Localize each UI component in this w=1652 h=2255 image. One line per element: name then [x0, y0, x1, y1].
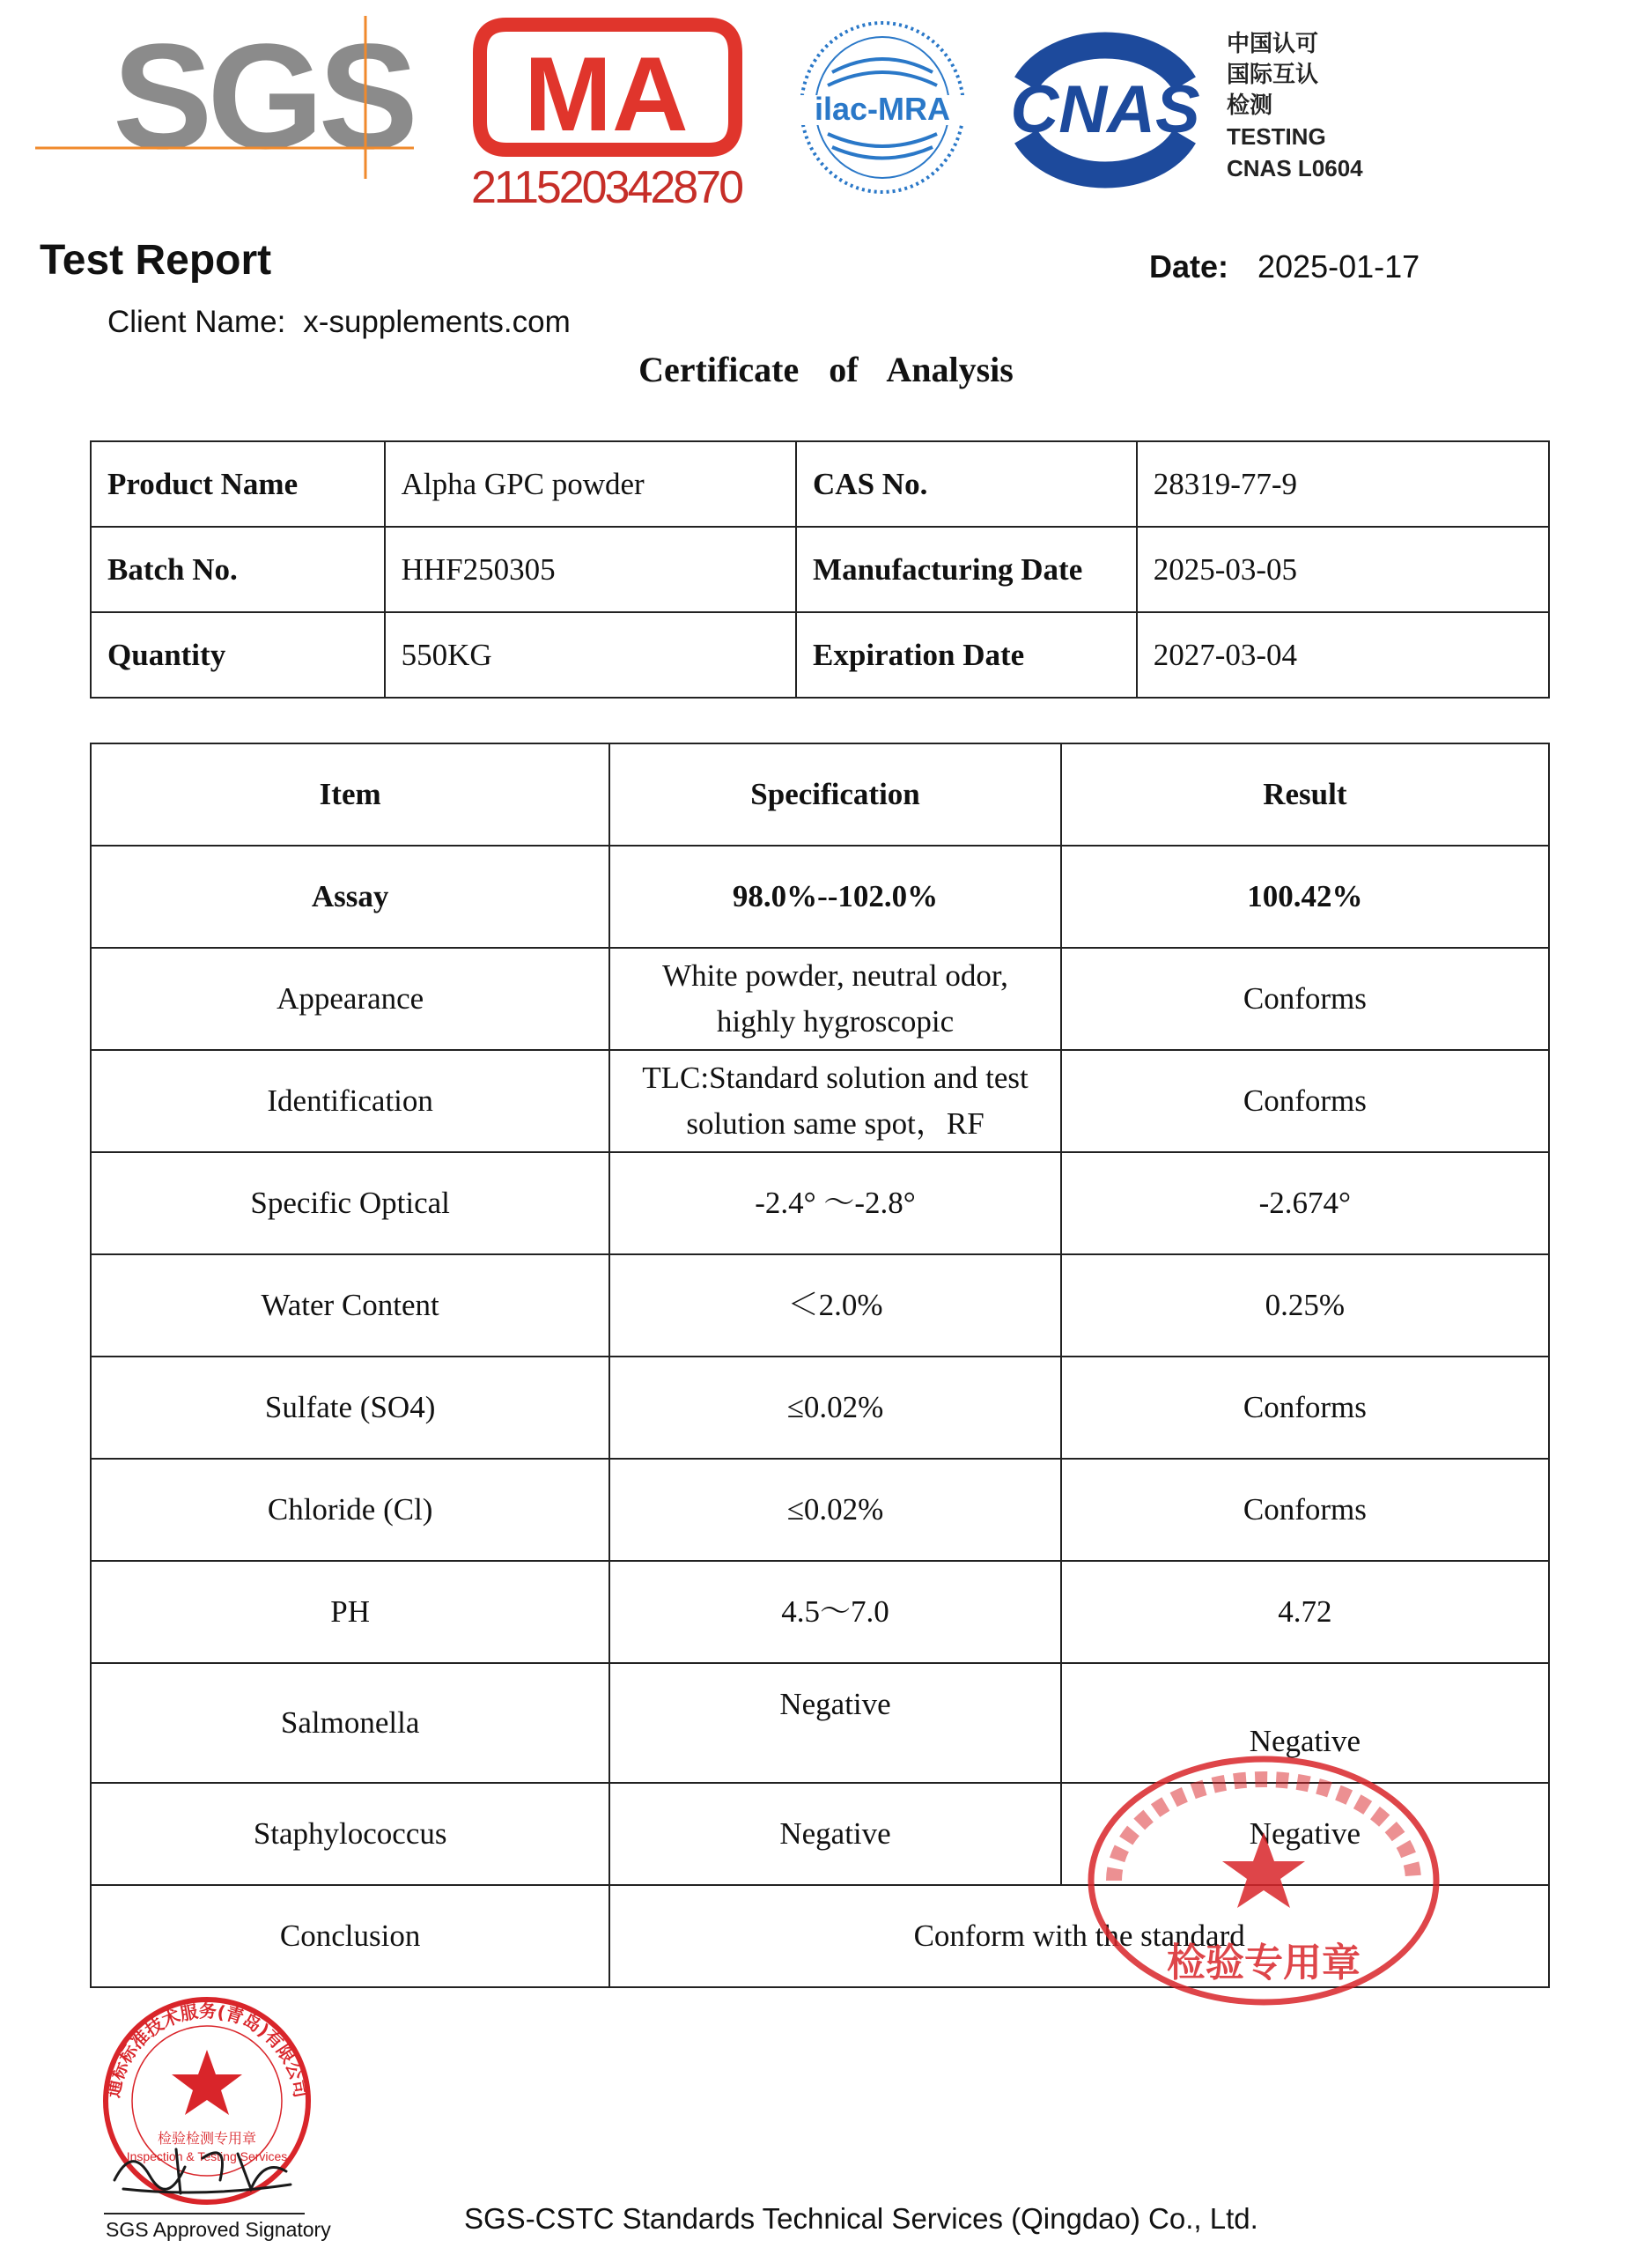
date-label: Date:: [1149, 248, 1229, 285]
spec-line: solution same spot，RF: [686, 1106, 985, 1141]
conclusion-label: Conclusion: [91, 1885, 609, 1987]
row-item: Identification: [91, 1050, 609, 1152]
info-row: [91, 441, 1549, 527]
info-label: CAS No.: [796, 441, 1137, 527]
cma-text: MA: [524, 35, 689, 153]
row-result: 0.25%: [1061, 1254, 1549, 1357]
row-item: Chloride (Cl): [91, 1459, 609, 1561]
spec-line: White powder, neutral odor,: [662, 958, 1008, 993]
cma-number: 211520342870: [471, 162, 744, 207]
info-label: Batch No.: [91, 527, 385, 612]
row-item: Appearance: [91, 948, 609, 1050]
row-item: Salmonella: [91, 1663, 609, 1783]
signatory-label: SGS Approved Signatory: [106, 2218, 331, 2241]
info-label: Quantity: [91, 612, 385, 698]
info-value: 2027-03-04: [1137, 612, 1549, 698]
info-value: 550KG: [385, 612, 796, 698]
row-item: Assay: [91, 846, 609, 948]
row-spec: ＜2.0%: [609, 1254, 1060, 1357]
info-label: Product Name: [91, 441, 385, 527]
row-item: Staphylococcus: [91, 1783, 609, 1885]
spec-line: TLC:Standard solution and test: [642, 1061, 1029, 1095]
ilac-mra-logo: [797, 19, 969, 196]
info-label: Manufacturing Date: [796, 527, 1137, 612]
star-icon: [172, 2050, 242, 2115]
client-name: [107, 305, 588, 340]
cma-logo: [471, 18, 744, 207]
row-item: PH: [91, 1561, 609, 1663]
info-value: Alpha GPC powder: [385, 441, 796, 527]
conclusion-value: Conform with the standard: [609, 1885, 1549, 1987]
cnas-line-2: 国际互认: [1227, 62, 1319, 88]
info-value: HHF250305: [385, 527, 796, 612]
row-spec: [609, 1050, 1060, 1152]
client-label: Client Name:: [107, 305, 286, 339]
row-item: Specific Optical: [91, 1152, 609, 1254]
table-row: [91, 846, 1549, 948]
sgs-stamp-middle: 检验检测专用章: [157, 2130, 257, 2147]
sgs-logo-text: SGS: [113, 16, 414, 179]
row-result: Conforms: [1061, 1050, 1549, 1152]
cnas-line-3: 检测: [1227, 92, 1273, 119]
row-spec: ≤0.02%: [609, 1459, 1060, 1561]
row-result: -2.674°: [1061, 1152, 1549, 1254]
row-spec: 98.0%--102.0%: [609, 846, 1060, 948]
table-row: [91, 1561, 1549, 1663]
star-icon: [1222, 1832, 1305, 1908]
table-row: [91, 948, 1549, 1050]
row-result: Negative: [1061, 1783, 1549, 1885]
row-spec: ≤0.02%: [609, 1357, 1060, 1459]
cnas-logo: [999, 26, 1369, 189]
row-item: Sulfate (SO4): [91, 1357, 609, 1459]
row-result: Conforms: [1061, 1459, 1549, 1561]
company-stamp: [1079, 1749, 1449, 2022]
table-row: [91, 1152, 1549, 1254]
header-specification: Specification: [609, 743, 1060, 846]
row-result: 100.42%: [1061, 846, 1549, 948]
header-item: Item: [91, 743, 609, 846]
cnas-line-5: CNAS L0604: [1227, 155, 1363, 181]
table-row: [91, 1459, 1549, 1561]
date-value: 2025-01-17: [1257, 248, 1420, 285]
row-spec: Negative: [609, 1663, 1060, 1783]
analysis-header-row: [91, 743, 1549, 846]
certificate-title: Certificate of Analysis: [638, 350, 1014, 389]
row-item: Water Content: [91, 1254, 609, 1357]
info-row: [91, 612, 1549, 698]
header-result: Result: [1061, 743, 1549, 846]
cnas-text: CNAS: [1010, 72, 1200, 147]
info-row: [91, 527, 1549, 612]
spec-line: highly hygroscopic: [716, 1004, 955, 1039]
ilac-text: ilac-MRA: [814, 91, 951, 127]
row-result: Conforms: [1061, 948, 1549, 1050]
company-stamp-text: 检验专用章: [1167, 1941, 1361, 1985]
table-row: [91, 1254, 1549, 1357]
table-row: [91, 1357, 1549, 1459]
row-result: 4.72: [1061, 1561, 1549, 1663]
sgs-stamp-english: Inspection & Testing Services: [126, 2149, 288, 2163]
client-value: x-supplements.com: [303, 305, 571, 339]
product-info-table: [90, 440, 1550, 699]
report-title: Test Report: [40, 237, 272, 284]
sgs-logo: [35, 16, 423, 179]
cnas-line-4: TESTING: [1227, 123, 1326, 150]
row-spec: Negative: [609, 1783, 1060, 1885]
table-row: [91, 1050, 1549, 1152]
info-value: 2025-03-05: [1137, 527, 1549, 612]
row-result: Negative: [1061, 1663, 1549, 1783]
cnas-line-1: 中国认可: [1227, 31, 1319, 57]
signature-line: [104, 2213, 305, 2214]
signature: [97, 2132, 308, 2202]
footer-company: SGS-CSTC Standards Technical Services (Qingdao) Co., Ltd.: [464, 2202, 1258, 2235]
row-result: Conforms: [1061, 1357, 1549, 1459]
sgs-stamp-arc-text: 通标标准技术服务(青岛)有限公司: [102, 2000, 312, 2100]
row-spec: -2.4° ～-2.8°: [609, 1152, 1060, 1254]
info-label: Expiration Date: [796, 612, 1137, 698]
info-value: 28319-77-9: [1137, 441, 1549, 527]
row-spec: 4.5～7.0: [609, 1561, 1060, 1663]
row-spec: [609, 948, 1060, 1050]
